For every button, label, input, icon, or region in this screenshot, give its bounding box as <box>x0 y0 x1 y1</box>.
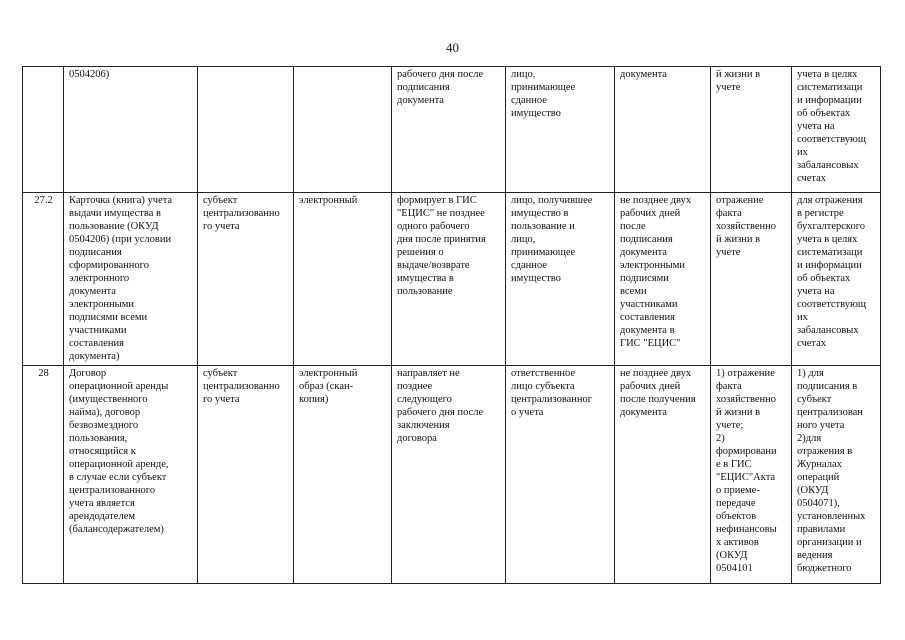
deadline-cell: рабочего дня после подписания документа <box>392 67 506 193</box>
responsible-person-cell: ответственное лицо субъекта централизованног о учета <box>506 366 615 584</box>
deadline-cell: формирует в ГИС "ЕЦИС" не позднее одного рабочего дня после принятия решения о выдаче/возврате имущества в пользование <box>392 193 506 366</box>
purpose-cell: й жизни в учете <box>711 67 792 193</box>
deadline-cell: направляет не позднее следующего рабочего дня после заключения договора <box>392 366 506 584</box>
document-name-cell: 0504206) <box>64 67 198 193</box>
document-name-cell: Карточка (книга) учета выдачи имущества в пользование (ОКУД 0504206) (при условии подписания сформированного электронного документа электронными подписями всеми участниками составления документа) <box>64 193 198 366</box>
participant-cell: субъект централизованно го учета <box>198 366 294 584</box>
usage-cell: для отражения в регистре бухгалтерского учета в целях систематизаци и информации об объектах учета на соответствующ их забалансовых счетах <box>792 193 881 366</box>
participant-cell: субъект централизованно го учета <box>198 193 294 366</box>
transfer-term-cell: документа <box>615 67 711 193</box>
document-name-cell: Договор операционной аренды (имущественного найма), договор безвозмездного пользования, относящийся к операционной аренде, в случае если субъект централизованного учета является арендодателем (балансодержателем) <box>64 366 198 584</box>
usage-cell: 1) для подписания в субъект централизован ного учета 2)для отражения в Журналах операций (ОКУД 0504071), установленных правилами организации и ведения бюджетного <box>792 366 881 584</box>
row-number-cell: 27.2 <box>23 193 64 366</box>
row-number-cell: 28 <box>23 366 64 584</box>
transfer-term-cell: не позднее двух рабочих дней после получения документа <box>615 366 711 584</box>
responsible-person-cell: лицо, получившее имущество в пользование и лицо, принимающее сданное имущество <box>506 193 615 366</box>
transfer-term-cell: не позднее двух рабочих дней после подписания документа электронными подписями всеми участниками составления документа в ГИС "ЕЦИС" <box>615 193 711 366</box>
page-number: 40 <box>446 40 459 55</box>
purpose-cell: отражение факта хозяйственно й жизни в учете <box>711 193 792 366</box>
document-form-cell: электронный <box>294 193 392 366</box>
document-table <box>22 66 881 584</box>
responsible-person-cell: лицо, принимающее сданное имущество <box>506 67 615 193</box>
table-row <box>23 366 881 584</box>
table-row <box>23 67 881 193</box>
table-row <box>23 193 881 366</box>
document-form-cell <box>294 67 392 193</box>
usage-cell: учета в целях систематизаци и информации об объектах учета на соответствующ их забалансовых счетах <box>792 67 881 193</box>
document-form-cell: электронный образ (скан- копия) <box>294 366 392 584</box>
row-number-cell <box>23 67 64 193</box>
participant-cell <box>198 67 294 193</box>
purpose-cell: 1) отражение факта хозяйственно й жизни в учете; 2) формировани е в ГИС "ЕЦИС"Акта о приеме- передаче объектов нефинансовы х активов (ОКУД 0504101 <box>711 366 792 584</box>
